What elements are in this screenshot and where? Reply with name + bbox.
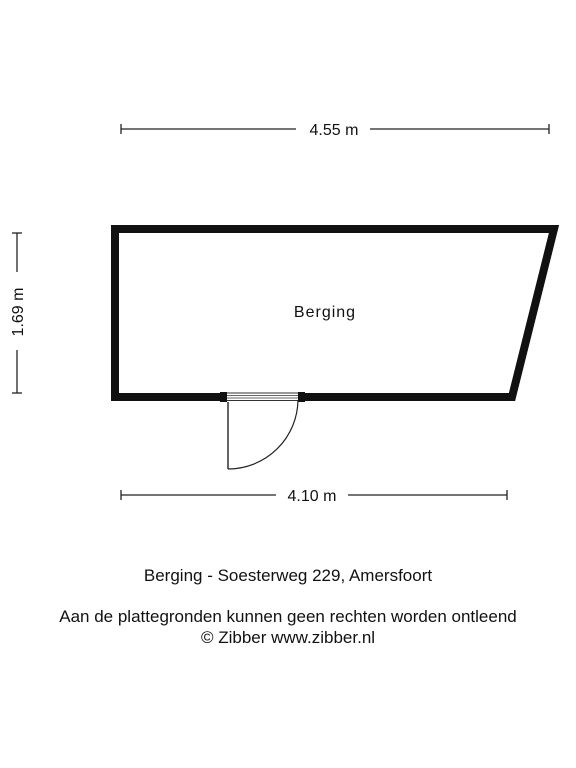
copyright: © Zibber www.zibber.nl [200,628,376,647]
door [227,393,298,469]
disclaimer: Aan de plattegronden kunnen geen rechten worden ontleend [59,607,517,626]
dimension-bottom-label: 4.10 m [287,488,337,505]
dimension-left [10,233,27,393]
dimension-top [121,122,549,139]
plan-title: Berging - Soesterweg 229, Amersfoort [143,566,433,585]
room-label: Berging [293,304,357,321]
dimension-bottom [121,488,507,505]
dimension-left-label: 1.69 m [10,287,27,337]
door-swing-arc [228,400,298,469]
dimension-top-label: 4.55 m [309,122,359,139]
